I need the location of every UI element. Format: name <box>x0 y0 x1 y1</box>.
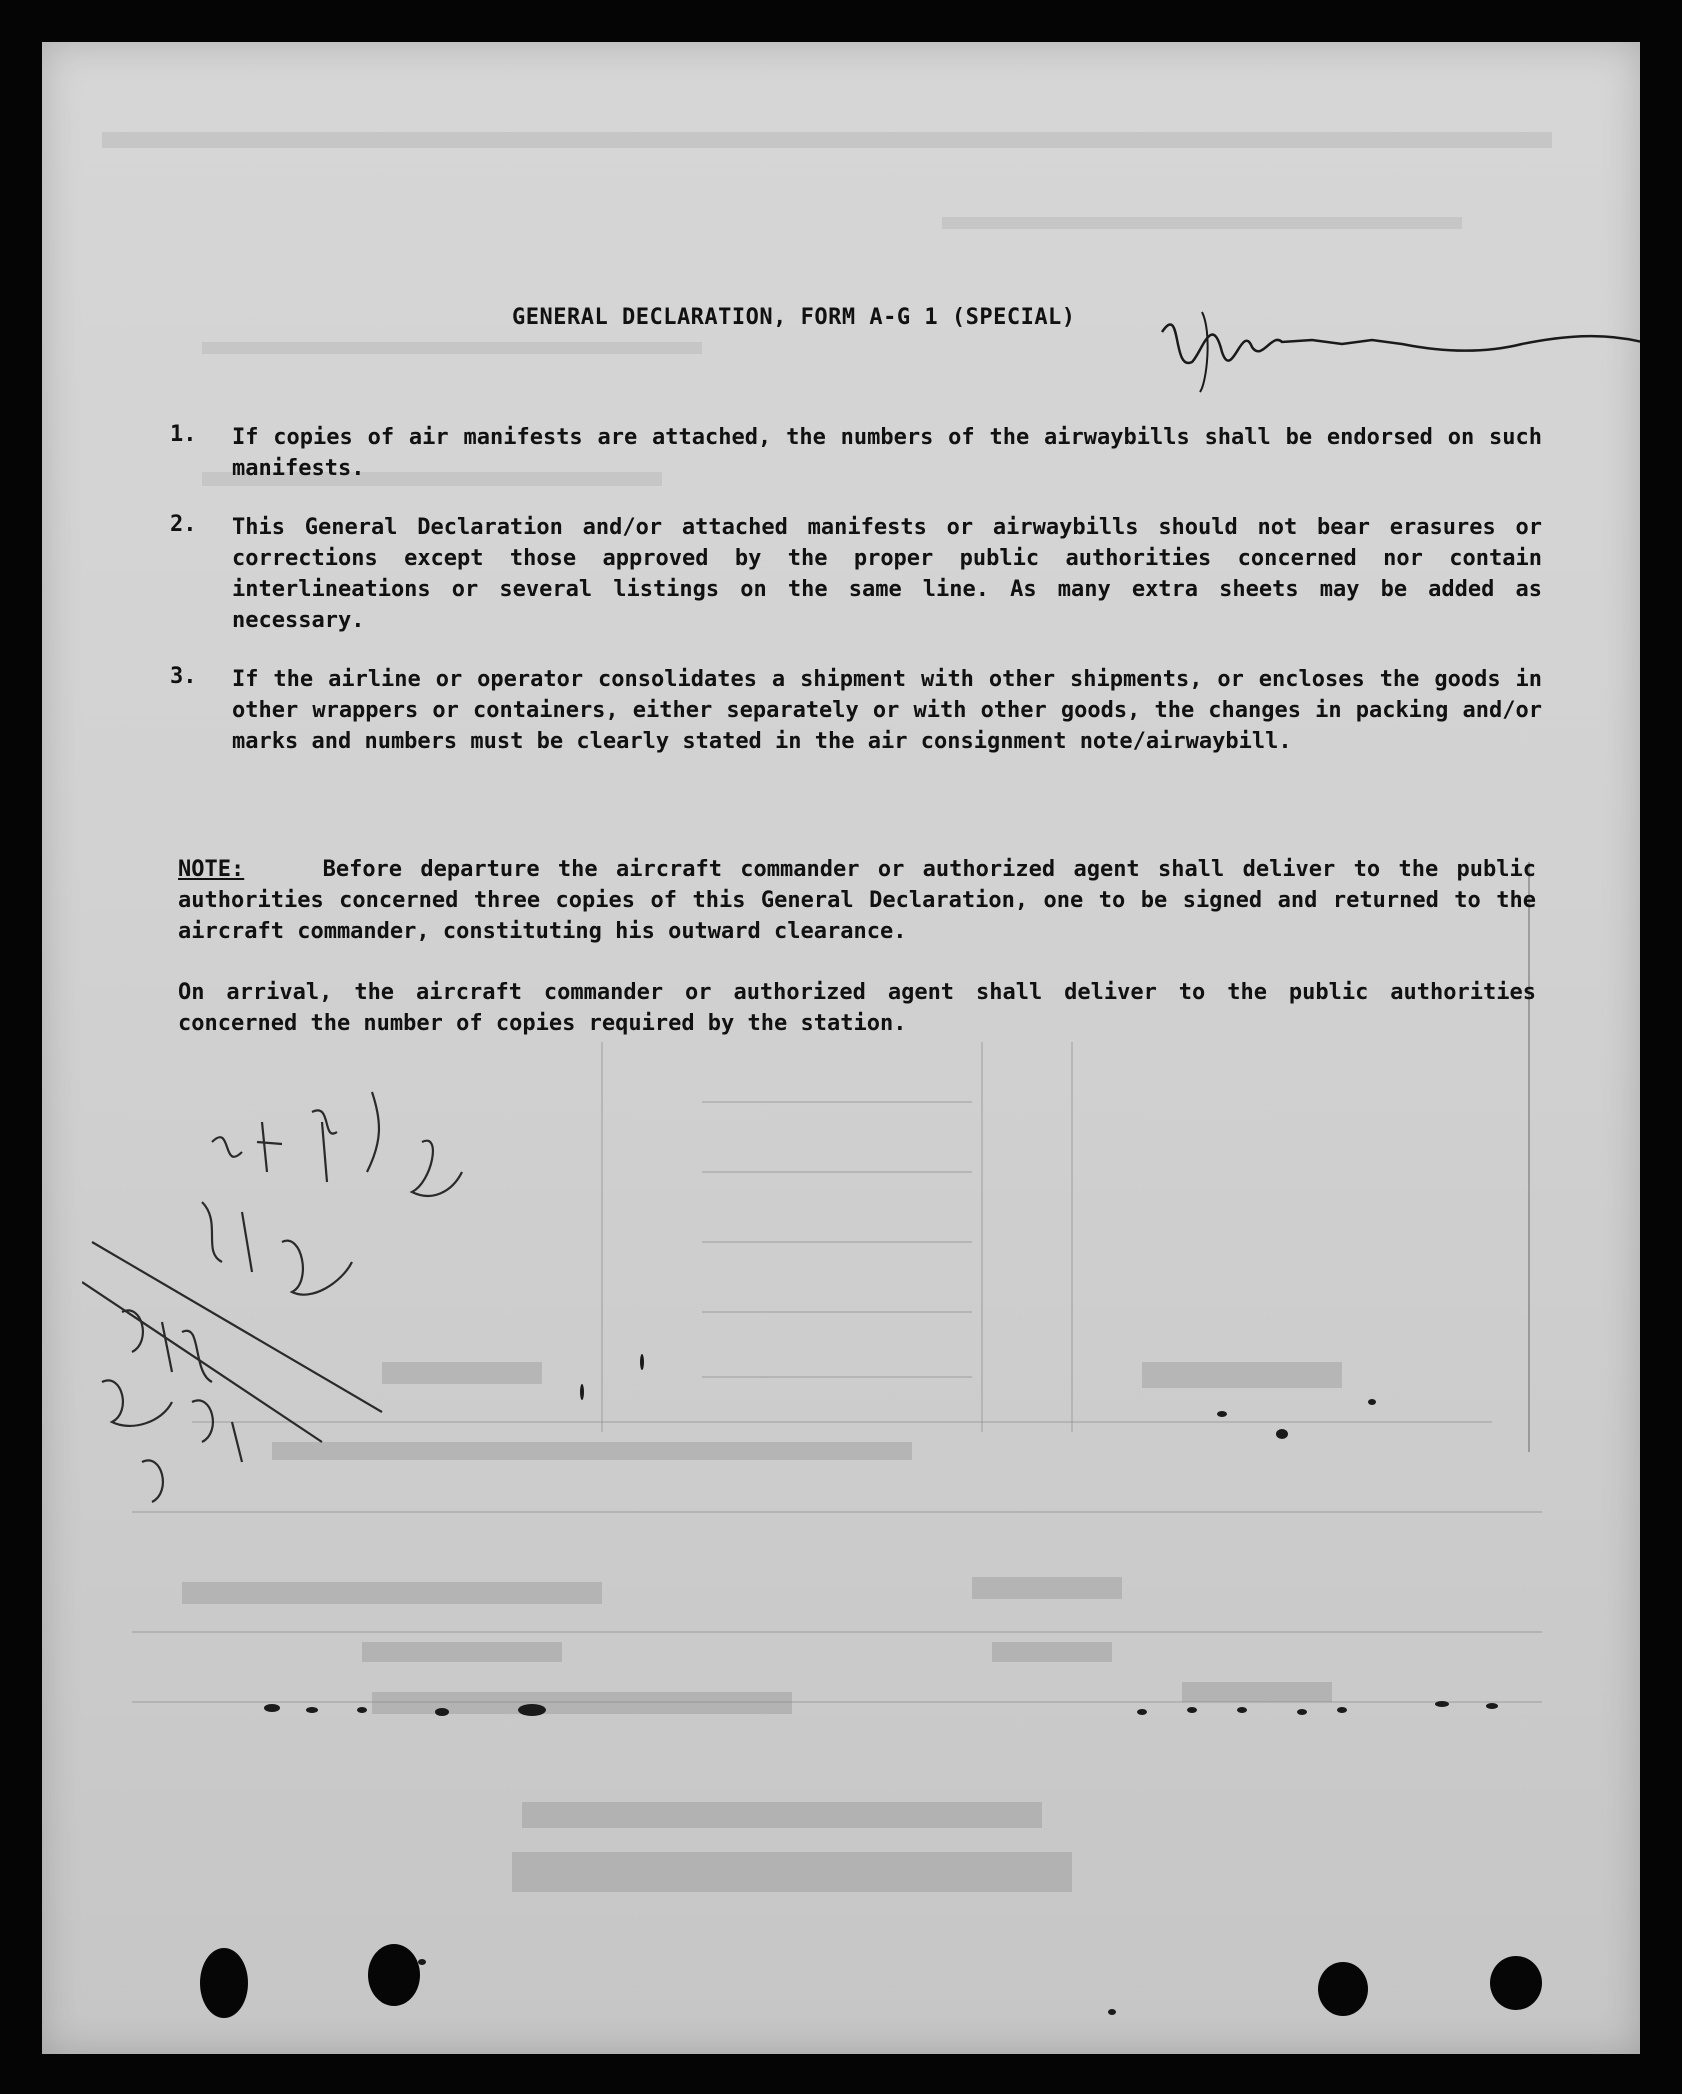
instruction-list <box>170 422 1542 785</box>
handwritten-signature <box>1142 292 1640 402</box>
punch-hole <box>1318 1962 1368 2016</box>
item-number: 1. <box>170 422 197 447</box>
handwritten-notes <box>82 1082 582 1522</box>
document-page <box>42 42 1640 2054</box>
note-text: Before departure the aircraft commander or authorized agent shall deliver to the public authorities concerned three copies of this General Declaration, one to be signed and returned to the aircraft commander, constituting his outward clearance. <box>178 857 1536 944</box>
item-number: 3. <box>170 664 197 689</box>
punch-hole <box>1490 1956 1542 2010</box>
item-number: 2. <box>170 512 197 537</box>
note-label: NOTE: <box>178 857 245 882</box>
form-title: GENERAL DECLARATION, FORM A-G 1 (SPECIAL) <box>512 304 1076 330</box>
item-text: If the airline or operator consolidates a shipment with other shipments, or encloses the goods in other wrappers or containers, either separately or with other goods, the changes in packing and/or marks and numbers must be clearly stated in the air consignment note/airwaybill. <box>232 667 1542 754</box>
item-text: If copies of air manifests are attached, the numbers of the airwaybills shall be endorsed on such manifests. <box>232 425 1542 481</box>
punch-hole <box>368 1944 420 2006</box>
list-item <box>170 512 1542 636</box>
list-item <box>170 664 1542 757</box>
notes-section <box>178 854 1536 1069</box>
item-text: This General Declaration and/or attached manifests or airwaybills should not bear erasures or corrections except those approved by the proper public authorities concerned nor contain interlineations or several listings on the same line. As many extra sheets may be added as necessary. <box>232 515 1542 633</box>
note-paragraph <box>178 854 1536 947</box>
punch-hole <box>200 1948 248 2018</box>
arrival-paragraph: On arrival, the aircraft commander or authorized agent shall deliver to the public authorities concerned the number of copies required by the station. <box>178 980 1536 1036</box>
list-item <box>170 422 1542 484</box>
